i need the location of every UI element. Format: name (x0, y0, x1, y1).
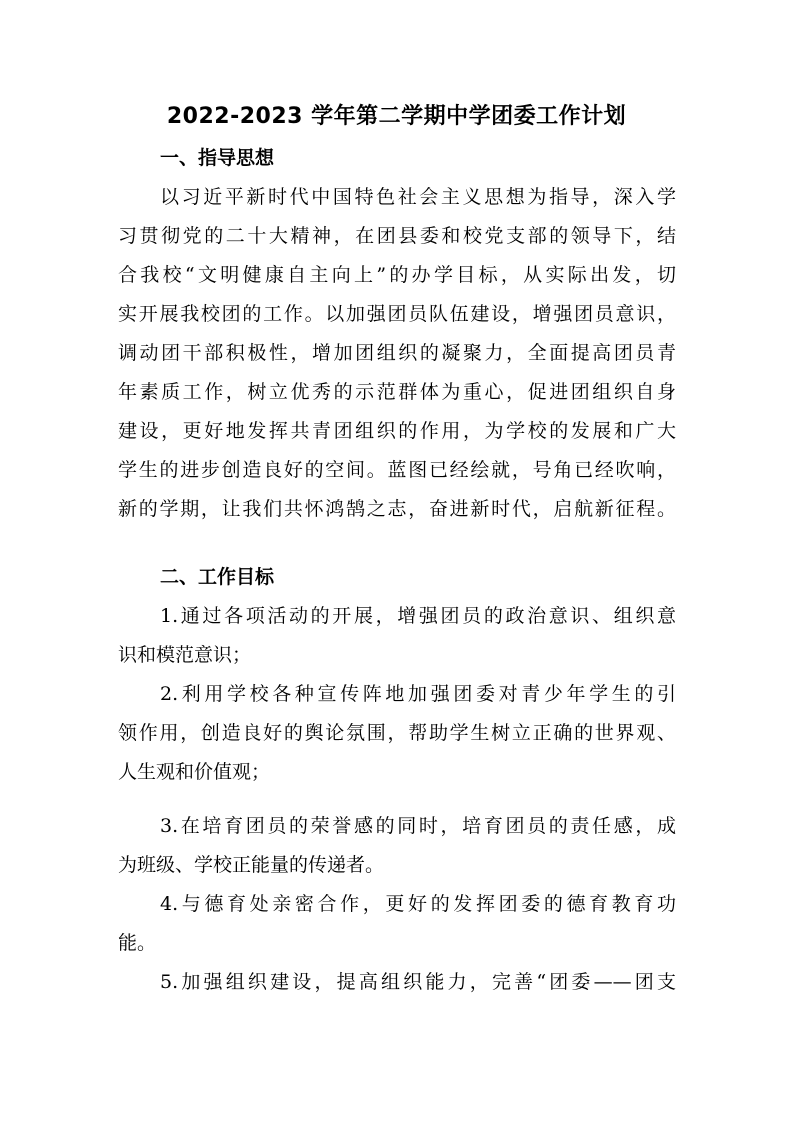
goal-item-5-line: 5.加强组织建设，提高组织能力，完善“团委——团支 (160, 971, 676, 993)
paragraph-line: 年素质工作，树立优秀的示范群体为重心，促进团组织自身 (118, 381, 676, 403)
paragraph-line: 习贯彻党的二十大精神，在团县委和校党支部的领导下，结 (118, 225, 676, 247)
goal-item-2-line: 2.利用学校各种宣传阵地加强团委对青少年学生的引 (160, 683, 676, 705)
paragraph-line: 合我校“文明健康自主向上”的办学目标，从实际出发，切 (118, 264, 676, 286)
goal-item-3-line: 3.在培育团员的荣誉感的同时，培育团员的责任感，成 (160, 815, 676, 837)
goal-item-1-line: 1.通过各项活动的开展，增强团员的政治意识、组织意 (160, 605, 676, 627)
section-heading-guiding-ideology: 一、指导思想 (160, 147, 275, 169)
paragraph-line: 新的学期，让我们共怀鸿鹄之志，奋进新时代，启航新征程。 (118, 498, 676, 520)
goal-item-2-line: 领作用，创造良好的舆论氛围，帮助学生树立正确的世界观、 (118, 722, 676, 744)
goal-item-2-line: 人生观和价值观； (118, 761, 271, 783)
paragraph-line: 以习近平新时代中国特色社会主义思想为指导，深入学 (160, 186, 676, 208)
goal-item-3-line: 为班级、学校正能量的传递者。 (118, 854, 385, 876)
goal-item-4-line: 能。 (118, 932, 157, 954)
goal-item-1-line: 识和模范意识； (118, 644, 252, 666)
paragraph-line: 实开展我校团的工作。以加强团员队伍建设，增强团员意识， (118, 303, 676, 325)
goal-item-4-line: 4.与德育处亲密合作，更好的发挥团委的德育教育功 (160, 893, 676, 915)
paragraph-line: 学生的进步创造良好的空间。蓝图已经绘就，号角已经吹响， (118, 459, 676, 481)
document-title: 2022-2023 学年第二学期中学团委工作计划 (166, 104, 627, 129)
paragraph-line: 建设，更好地发挥共青团组织的作用，为学校的发展和广大 (118, 420, 676, 442)
section-heading-work-goals: 二、工作目标 (160, 566, 275, 588)
paragraph-line: 调动团干部积极性，增加团组织的凝聚力，全面提高团员青 (118, 342, 676, 364)
